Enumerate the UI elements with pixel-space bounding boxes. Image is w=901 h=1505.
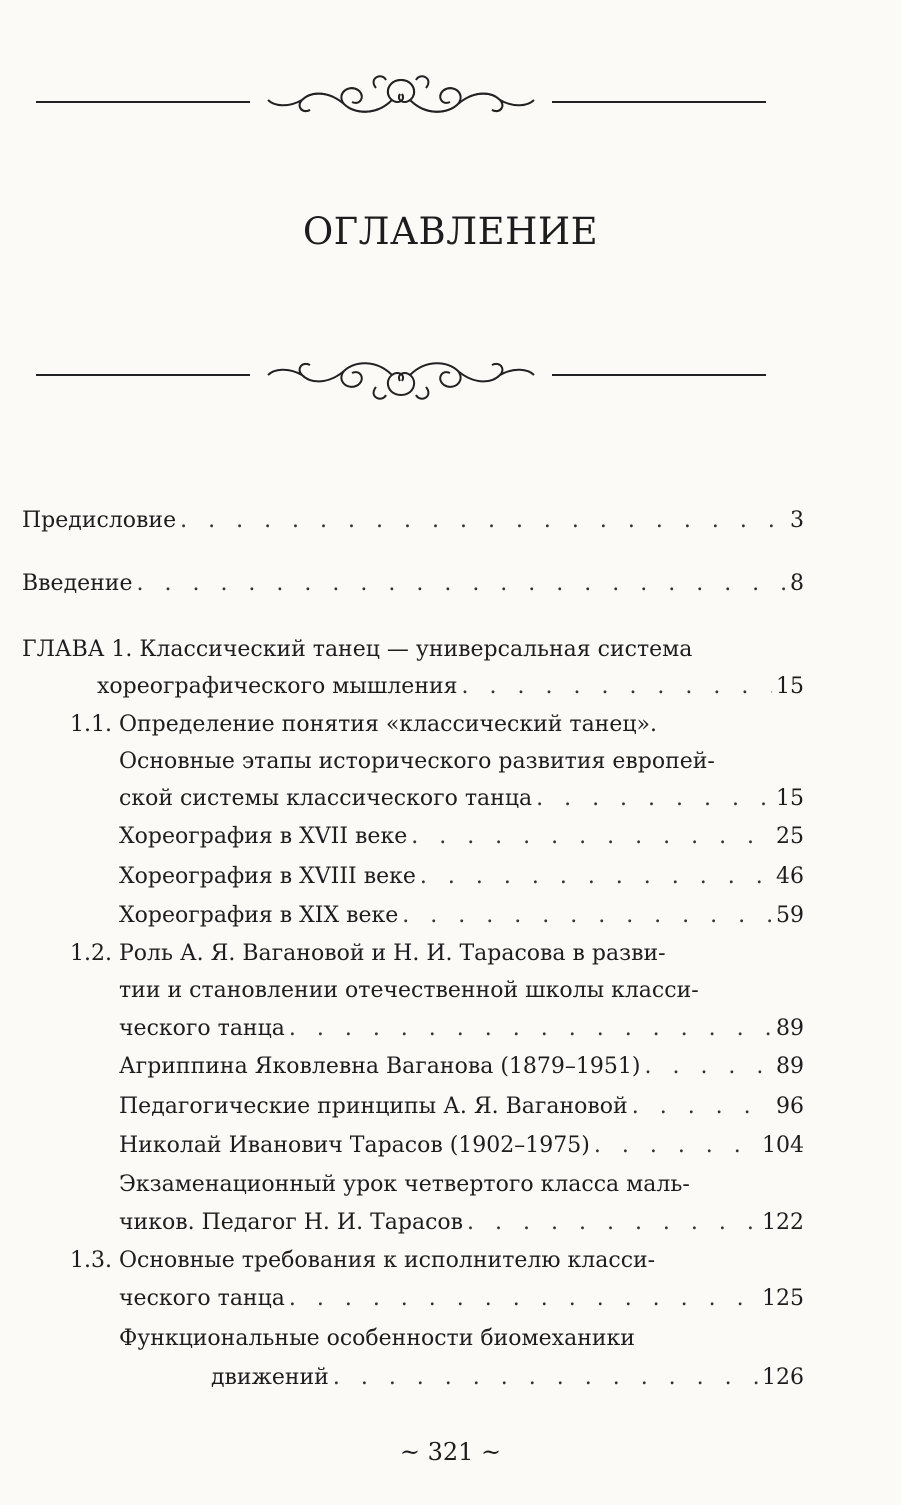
toc-entry-text: ческого танца [119,1286,285,1311]
toc-page-number: 15 [776,674,804,699]
toc-entry-biomechanics-line1[interactable]: Функциональные особенности биомеханики [119,1326,635,1351]
toc-entry-text: Николай Иванович Тарасов (1902–1975) [119,1133,590,1158]
toc-entry-text: хореографического мышления [97,674,458,699]
toc-page-number: 125 [762,1286,804,1311]
toc-entry-xviii-century[interactable] [119,864,804,898]
toc-entry-tarasov-bio[interactable] [119,1133,804,1167]
toc-page-number: 3 [790,508,804,533]
toc-entry-exam-lesson-line1[interactable]: Экзаменационный урок четвертого класса маль- [119,1172,690,1197]
toc-entry-text: Агриппина Яковлевна Ваганова (1879–1951) [119,1054,641,1079]
toc-page-number: 122 [762,1210,804,1235]
toc-page-number: 59 [776,903,804,928]
toc-entry-text: Введение [22,571,133,596]
toc-entry-text: Хореография в XVIII веке [119,864,416,889]
toc-entry-text: ческого танца [119,1016,285,1041]
toc-entry-chapter-1-line1[interactable]: ГЛАВА 1. Классический танец — универсальная система [22,637,693,662]
toc-entry-chapter-1[interactable] [97,674,804,708]
toc-entry-introduction[interactable] [22,571,804,605]
toc-entry-text: Педагогические принципы А. Я. Вагановой [119,1094,628,1119]
toc-page-number: 8 [790,571,804,596]
toc-entry-1-2[interactable] [119,1016,804,1050]
toc-entry-1-2-line1[interactable]: 1.2. Роль А. Я. Вагановой и Н. И. Тарасова в разви- [70,941,666,966]
toc-entry-text: движений [211,1365,329,1390]
toc-title: ОГЛАВЛЕНИЕ [302,210,599,253]
toc-entry-1-1[interactable] [119,786,804,820]
toc-entry-text: Хореография в XVII веке [119,824,408,849]
toc-entry-exam-lesson[interactable] [119,1210,804,1244]
toc-entry-text: Хореография в XIX веке [119,903,399,928]
toc-entry-preface[interactable] [22,508,804,542]
toc-entry-vaganova-principles[interactable] [119,1094,804,1128]
toc-entry-xvii-century[interactable] [119,824,804,858]
toc-page-number: 25 [776,824,804,849]
toc-entry-1-1-line1[interactable]: 1.1. Определение понятия «классический танец». [70,712,657,737]
toc-entry-1-2-line2[interactable]: тии и становлении отечественной школы класси- [119,978,699,1003]
toc-page-number: 89 [776,1016,804,1041]
toc-entry-xix-century[interactable] [119,903,804,937]
toc-page-number: 15 [776,786,804,811]
toc-entry-1-3[interactable] [119,1286,804,1320]
toc-entry-text: чиков. Педагог Н. И. Тарасов [119,1210,464,1235]
toc-entry-vaganova-bio[interactable] [119,1054,804,1088]
toc-page-number: 104 [762,1133,804,1158]
toc-page-number: 126 [762,1365,804,1390]
toc-entry-text: Предисловие [22,508,177,533]
toc-entry-1-1-line2[interactable]: Основные этапы исторического развития европей- [119,749,715,774]
page-number-footer: ~ 321 ~ [399,1438,502,1466]
toc-page-number: 96 [776,1094,804,1119]
toc-entry-text: ской системы классического танца [119,786,533,811]
toc-entry-biomechanics[interactable] [211,1365,804,1399]
toc-page-number: 89 [776,1054,804,1079]
toc-entry-1-3-line1[interactable]: 1.3. Основные требования к исполнителю класси- [70,1248,656,1273]
toc-page-number: 46 [776,864,804,889]
